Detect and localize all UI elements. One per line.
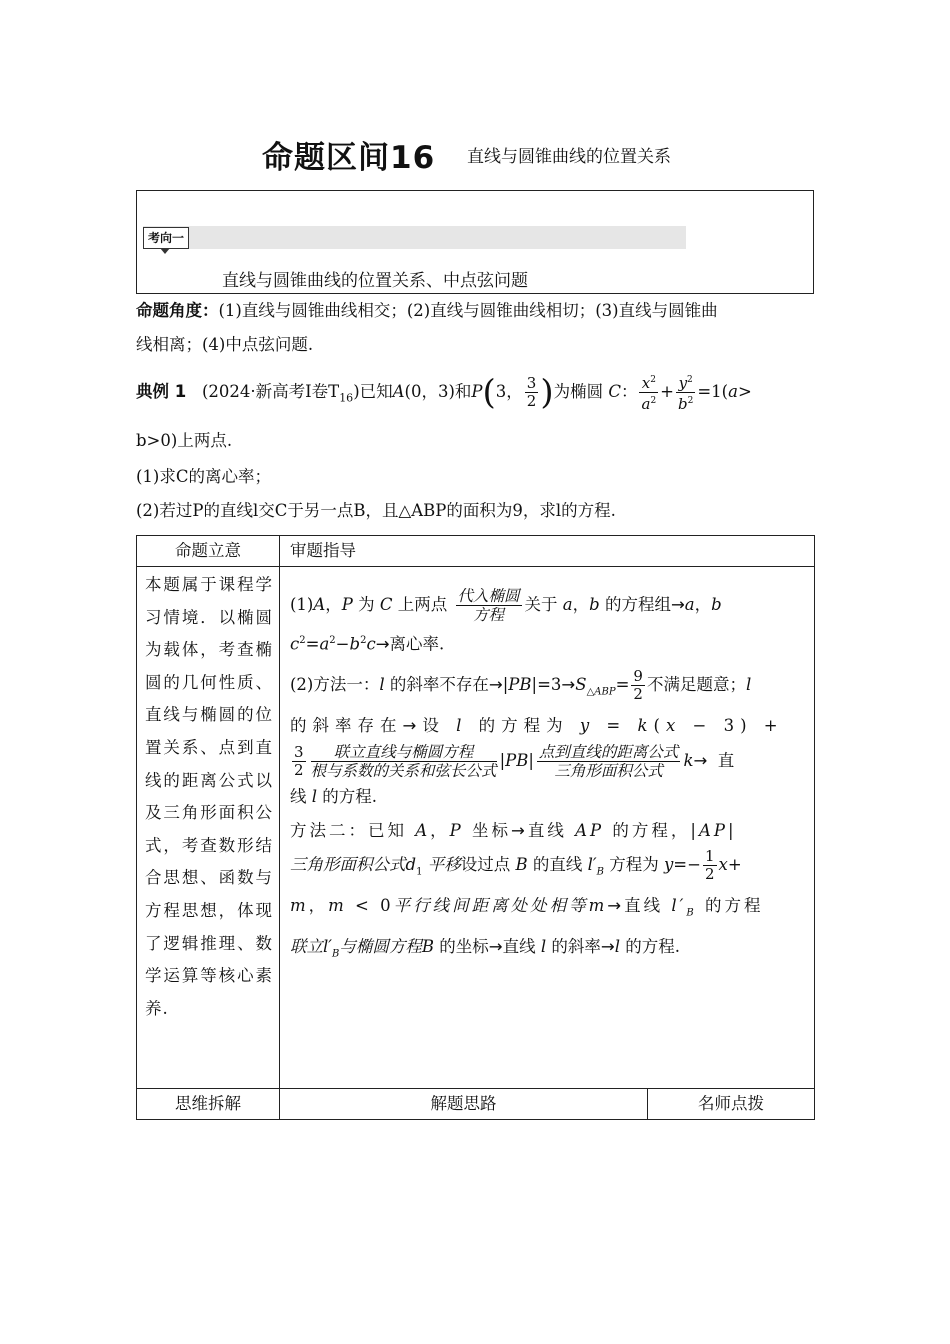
label-area-2: 三角形面积公式 <box>290 854 406 874</box>
guide-cell: (1)A，P 为 C 上两点 代入椭圆 方程 关于 a，b 的方程组→a，b $c^2=a^2-b^2c\to$离心率. (2)方法一：l 的斜率不存在$\to|PB|=3\to S_{\triangle ABP}=$ $\frac{9}{2}$ 不满足题意；l 的斜率存在→设 l 的方程为 y = k(x − 3) + $\frac{3}{2}$ 联立直线与椭圆方程 根与系数的关系和弦长公式 |PB| 点到直线的距离公式 三角形面积公式 k→ 直 线 l 的方程. 方法二：已知 A，P 坐标→直线 AP 的方程，|AP| 三角形面积公式$d_1$ 平移设过点 B 的直线 $l'_B$ 方程为 y=− $\frac{1}{2}$ x+ m，m < 0平行线间距离处处相等m→直线 $l'_B$ 的方程 联立$l'_B$与椭圆方程B 的坐标→直线 l 的斜率→l 的方程. <box>280 567 815 1089</box>
footer-tips: 名师点拨 <box>648 1089 815 1120</box>
angle-text-2: 线相离；(4)中点弦问题. <box>136 335 314 354</box>
label-area: 三角形面积公式 <box>554 761 663 780</box>
example-source-sub: 16 <box>339 391 354 405</box>
label-join-2: 联立 <box>290 937 323 957</box>
question-1: (1)求C的离心率； <box>136 467 271 486</box>
guide-part-2: (2)方法一：l 的斜率不存在$\to|PB|=3\to S_{\triangle ABP}=$ $\frac{9}{2}$ 不满足题意；l <box>290 666 752 703</box>
direction-heading: 直线与圆锥曲线的位置关系、中点弦问题 <box>222 271 528 291</box>
angle-label: 命题角度： <box>136 301 219 320</box>
label-shift: 平移 <box>427 854 461 874</box>
angle-text-1: (1)直线与圆锥曲线相交；(2)直线与圆锥曲线相切；(3)直线与圆锥曲 <box>218 301 718 320</box>
label-substitute: 代入椭圆 <box>457 587 520 605</box>
example-label: 典例 1 <box>136 382 187 401</box>
direction-badge: 考向一 <box>143 227 189 249</box>
badge-pointer-icon <box>160 248 170 254</box>
label-distance: 点到直线的距离公式 <box>538 742 679 761</box>
footer-breakdown: 思维拆解 <box>137 1089 280 1120</box>
label-roots: 根与系数的关系和弦长公式 <box>310 761 497 780</box>
guide-method-2: 方法二：已知 A，P 坐标→直线 AP 的方程，|AP| <box>290 820 737 840</box>
example-source-end: )已知 <box>353 382 393 401</box>
example-line-2: b>0)上两点. <box>136 431 233 450</box>
header-guide: 审题指导 <box>280 536 815 567</box>
intent-cell: 本题属于课程学习情境．以椭圆为载体，考查椭圆的几何性质、直线与椭圆的位置关系、点到直线的距离公式以及三角形面积公式，考查数形结合思想、函数与方程思想，体现了逻辑推理、数学运算等核心素养. <box>137 567 280 1089</box>
header-intent: 命题立意 <box>137 536 280 567</box>
label-parallel: 平行线间距离处处相等 <box>393 896 589 916</box>
direction-bar <box>143 226 686 249</box>
question-2: (2)若过P的直线l交C于另一点B，且△ABP的面积为9，求l的方程. <box>136 501 616 520</box>
page-subtitle: 直线与圆锥曲线的位置关系 <box>467 147 671 167</box>
label-join: 联立直线与椭圆方程 <box>311 743 497 762</box>
analysis-table <box>136 535 815 1120</box>
label-equation: 方程 <box>473 606 505 624</box>
guide-part-1: (1)A，P 为 C 上两点 代入椭圆 方程 关于 a，b 的方程组→a，b <box>290 587 722 624</box>
example-line: 典例 1 (2024·新高考Ⅰ卷$T_{16}$)已知A(0，3)和P(3， $\frac{3}{2}$ )为椭圆 C： $\frac{x^2}{a^2}$ + $\frac{y^2}{b^2}$ =1(a> <box>136 372 752 413</box>
label-join-2b: 与椭圆方程 <box>339 937 422 957</box>
example-source: (2024·新高考Ⅰ卷T <box>201 382 340 401</box>
page-title: 命题区间16 <box>262 140 436 176</box>
footer-approach: 解题思路 <box>280 1089 648 1120</box>
angle-paragraph <box>136 294 816 362</box>
